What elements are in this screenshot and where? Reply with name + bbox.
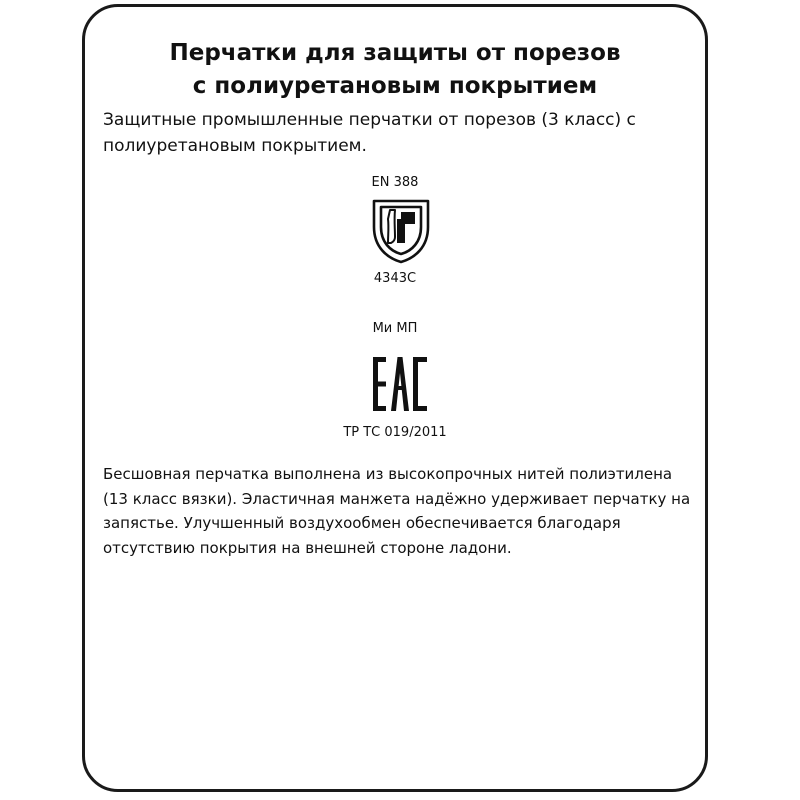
product-info-card	[82, 4, 708, 792]
product-description: Бесшовная перчатка выполнена из высокопрочных нитей полиэтилена (13 класс вязки). Эластичная манжета надёжно удерживает перчатку на запястье. Улучшенный воздухообмен обеспечивается благодаря отсутствию покрытия на внешней стороне ладони.	[103, 465, 691, 557]
title-line-2: с полиуретановым покрытием	[192, 73, 598, 99]
title-line-1: Перчатки для защиты от порезов	[169, 40, 621, 66]
en388-hammer-shield-icon	[371, 197, 431, 265]
page-title	[85, 37, 705, 103]
product-summary: Защитные промышленные перчатки от порезов (3 класс) с полиуретановым покрытием.	[103, 110, 636, 156]
protection-code-label: 4343C	[373, 271, 417, 286]
regulation-label: ТР ТС 019/2011	[343, 425, 447, 440]
eac-mark-icon	[371, 355, 429, 413]
en-standard-label: EN 388	[371, 175, 419, 190]
certificate-label: Ми МП	[372, 321, 418, 336]
